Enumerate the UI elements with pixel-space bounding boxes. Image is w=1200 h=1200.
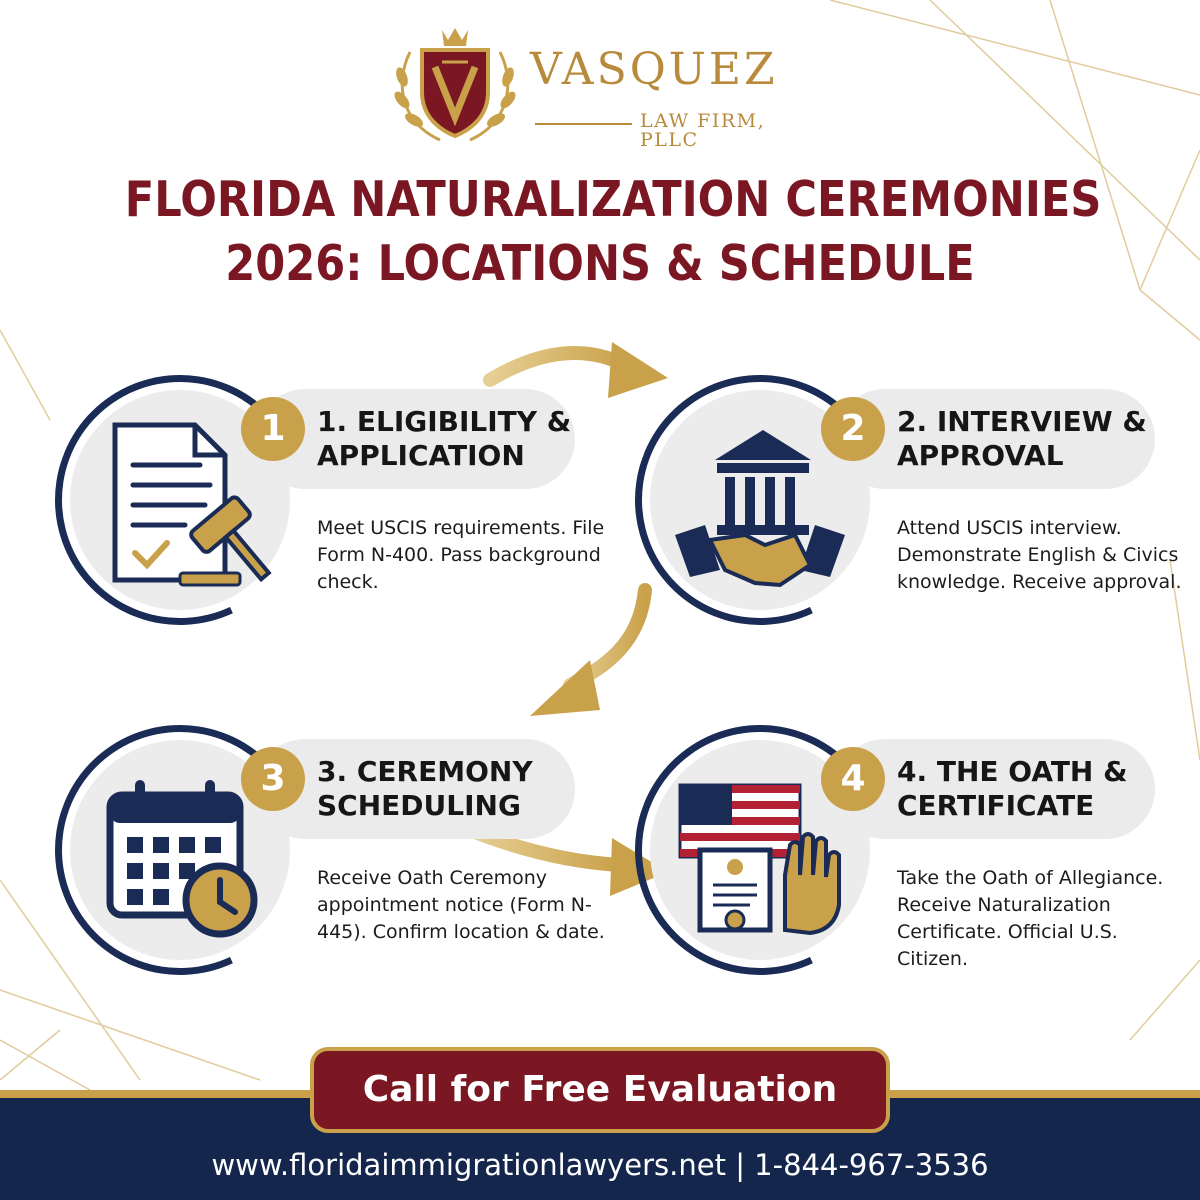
step-4-card	[635, 725, 1195, 1015]
step-description: Receive Oath Ceremony appointment notice (Form N-445). Confirm location & date.	[317, 867, 605, 943]
step-description: Meet USCIS requirements. File Form N-400. Pass background check.	[317, 517, 605, 593]
step-1-card	[55, 375, 615, 665]
step-number-badge: 1	[241, 397, 305, 461]
brand-subtitle: LAW FIRM, PLLC	[640, 110, 766, 151]
step-description: Take the Oath of Allegiance. Receive Naturalization Certificate. Official U.S. Citizen.	[897, 867, 1164, 970]
step-2-card	[635, 375, 1195, 665]
free-evaluation-button[interactable]: Call for Free Evaluation	[310, 1047, 890, 1133]
step-3-card	[55, 725, 615, 1015]
step-title: 2. INTERVIEW & APPROVAL	[897, 405, 1147, 472]
contact-line[interactable]: www.floridaimmigrationlawyers.net | 1-844-967-3536	[211, 1148, 989, 1182]
step-number-badge: 2	[821, 397, 885, 461]
step-title: 1. ELIGIBILITY & APPLICATION	[317, 405, 572, 472]
step-title: 4. THE OATH & CERTIFICATE	[897, 755, 1128, 822]
page-title-line-2: 2026: LOCATIONS & SCHEDULE	[225, 235, 975, 292]
step-number-badge: 4	[821, 747, 885, 811]
step-title: 3. CEREMONY SCHEDULING	[317, 755, 533, 822]
step-description: Attend USCIS interview. Demonstrate English & Civics knowledge. Receive approval.	[897, 517, 1182, 593]
brand-name: VASQUEZ	[530, 44, 778, 95]
page-title-line-1: FLORIDA NATURALIZATION CEREMONIES	[124, 171, 1102, 228]
step-number-badge: 3	[241, 747, 305, 811]
